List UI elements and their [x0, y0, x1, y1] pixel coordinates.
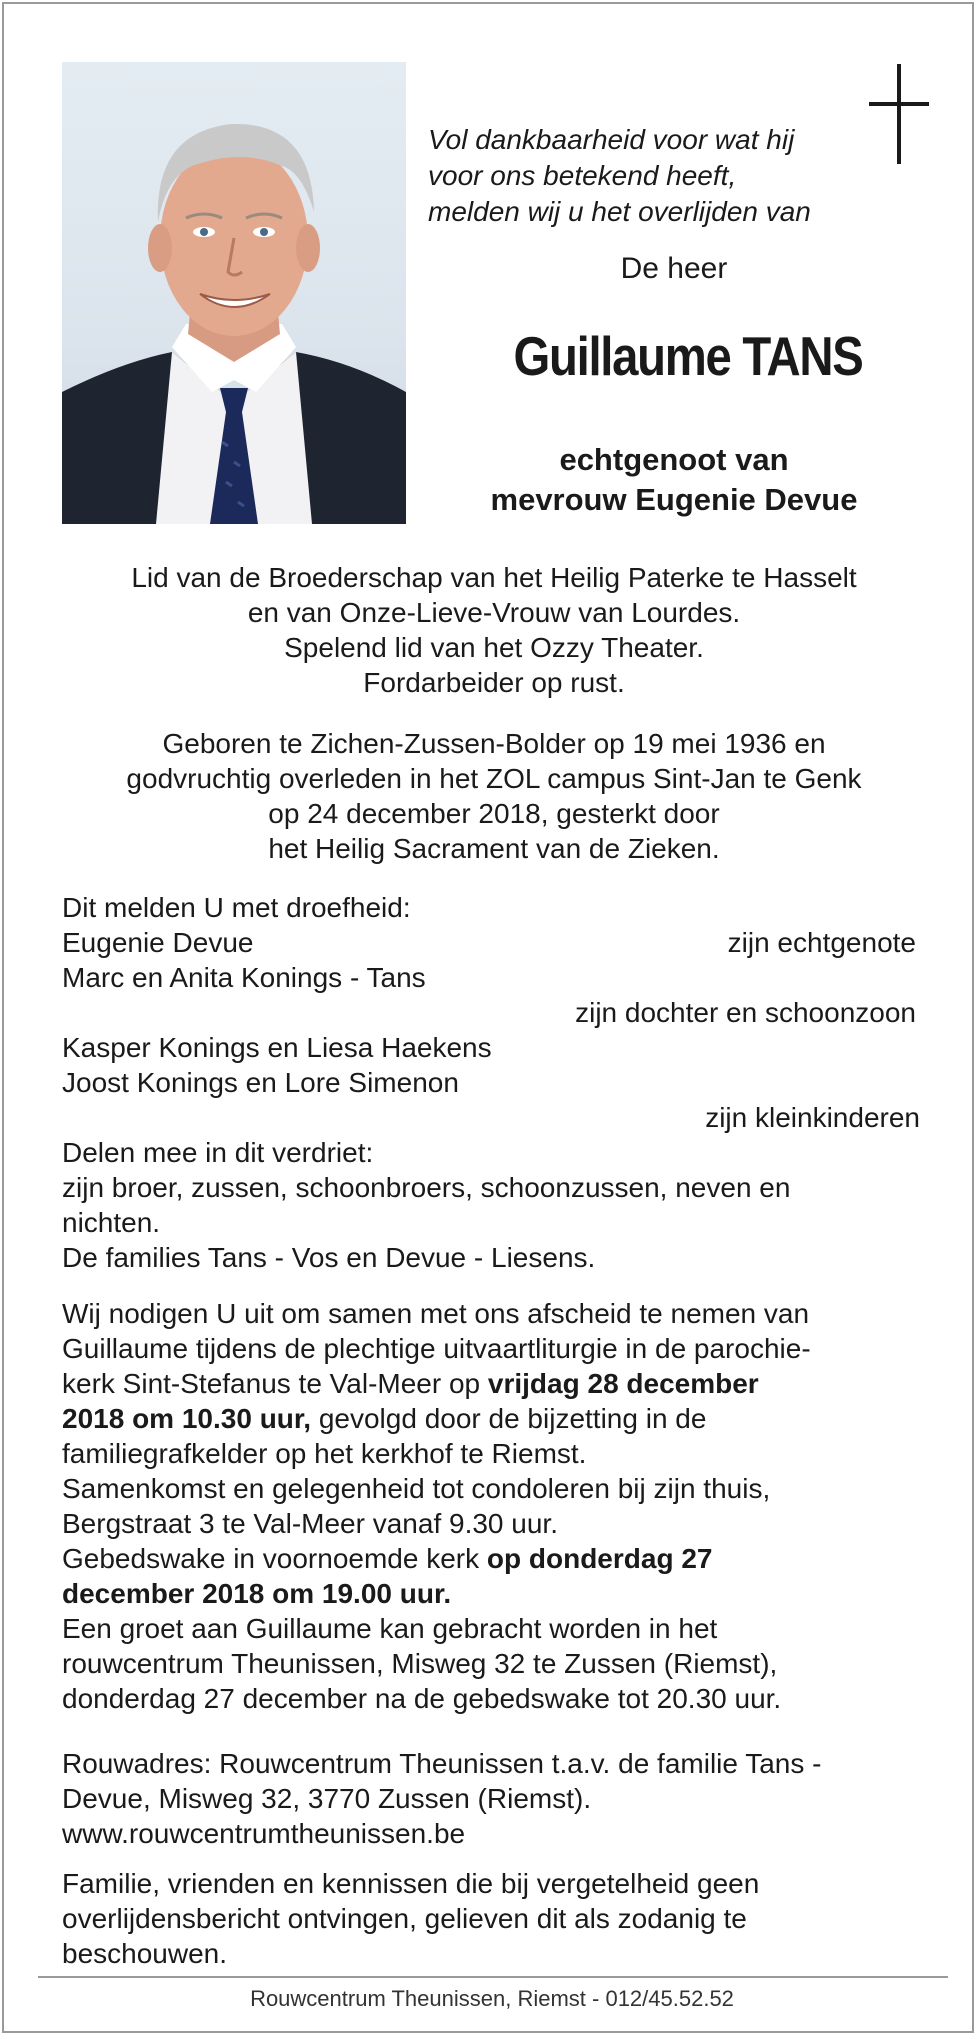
- honorific: De heer: [620, 252, 728, 285]
- birth-death-line: het Heilig Sacrament van de Zieken.: [268, 833, 720, 864]
- membership-line: en van Onze-Lieve-Vrouw van Lourdes.: [247, 597, 741, 628]
- birth-death-line: Geboren te Zichen-Zussen-Bolder op 19 mei 1936 en: [162, 728, 826, 759]
- service-block: [62, 1296, 924, 1716]
- service-text: kerk Sint-Stefanus te Val-Meer op: [62, 1368, 488, 1399]
- address-line: Rouwadres: Rouwcentrum Theunissen t.a.v. de familie Tans -: [62, 1748, 822, 1779]
- spouse-line-2: mevrouw Eugenie Devue: [490, 482, 858, 517]
- service-line: Guillaume tijdens de plechtige uitvaartliturgie in de parochie-: [62, 1333, 811, 1364]
- mourner-name: Joost Konings en Lore Simenon: [62, 1067, 459, 1098]
- deceased-name: Guillaume TANS: [513, 325, 863, 387]
- mourner-row: [62, 925, 924, 960]
- mourner-relation: zijn echtgenote: [727, 927, 916, 958]
- closing-line: overlijdensbericht ontvingen, gelieven dit als zodanig te: [62, 1903, 747, 1934]
- share-heading: Delen mee in dit verdriet:: [62, 1137, 374, 1168]
- share-line: zijn broer, zussen, schoonbroers, schoonzussen, neven en: [62, 1172, 791, 1203]
- service-line: [62, 1401, 924, 1436]
- address-line: Devue, Misweg 32, 3770 Zussen (Riemst).: [62, 1783, 592, 1814]
- portrait-photo: [62, 62, 406, 524]
- service-line: Samenkomst en gelegenheid tot condoleren bij zijn thuis,: [62, 1473, 771, 1504]
- share-line: De families Tans - Vos en Devue - Liesens.: [62, 1242, 596, 1273]
- intro-line: voor ons betekend heeft,: [428, 160, 737, 191]
- spouse-line: [434, 440, 914, 520]
- service-line: familiegrafkelder op het kerkhof te Riemst.: [62, 1438, 587, 1469]
- membership-line: Lid van de Broederschap van het Heilig Paterke te Hasselt: [131, 562, 857, 593]
- membership-line: Spelend lid van het Ozzy Theater.: [284, 632, 704, 663]
- birth-death-line: godvruchtig overleden in het ZOL campus Sint-Jan te Genk: [126, 763, 862, 794]
- birth-death-line: op 24 december 2018, gesterkt door: [268, 798, 720, 829]
- mourner-name: Marc en Anita Konings - Tans: [62, 962, 426, 993]
- service-line: [62, 1366, 924, 1401]
- membership-line: Fordarbeider op rust.: [363, 667, 625, 698]
- service-line: Bergstraat 3 te Val-Meer vanaf 9.30 uur.: [62, 1508, 558, 1539]
- vigil-date: op donderdag 27: [486, 1543, 713, 1574]
- intro-text: [428, 122, 888, 230]
- funeral-date: vrijdag 28 december: [487, 1368, 759, 1399]
- birth-death-block: [44, 726, 944, 866]
- membership-block: [44, 560, 944, 700]
- funeral-time: 2018 om 10.30 uur,: [62, 1403, 312, 1434]
- service-text: gevolgd door de bijzetting in de: [311, 1403, 707, 1434]
- service-line: Wij nodigen U uit om samen met ons afscheid te nemen van: [62, 1298, 810, 1329]
- mourner-relation: zijn kleinkinderen: [705, 1102, 920, 1133]
- website-link[interactable]: www.rouwcentrumtheunissen.be: [62, 1818, 466, 1849]
- service-line: donderdag 27 december na de gebedswake tot 20.30 uur.: [62, 1683, 782, 1714]
- address-block: [62, 1746, 924, 1851]
- service-text: Gebedswake in voornoemde kerk: [62, 1543, 487, 1574]
- closing-block: [62, 1866, 924, 1971]
- vigil-time: december 2018 om 19.00 uur.: [62, 1578, 452, 1609]
- mourner-relation: zijn dochter en schoonzoon: [575, 997, 916, 1028]
- mourner-name: Kasper Konings en Liesa Haekens: [62, 1032, 492, 1063]
- closing-line: Familie, vrienden en kennissen die bij vergetelheid geen: [62, 1868, 760, 1899]
- death-notice-card: [2, 2, 974, 2033]
- closing-line: beschouwen.: [62, 1938, 228, 1969]
- footer-text: Rouwcentrum Theunissen, Riemst - 012/45.52.52: [250, 1986, 734, 2011]
- service-line: rouwcentrum Theunissen, Misweg 32 te Zussen (Riemst),: [62, 1648, 778, 1679]
- service-line: Een groet aan Guillaume kan gebracht worden in het: [62, 1613, 718, 1644]
- mourners-block: [62, 890, 924, 1275]
- footer-divider: [38, 1976, 948, 1978]
- mourner-name: Eugenie Devue: [62, 927, 254, 958]
- intro-line: melden wij u het overlijden van: [428, 196, 811, 227]
- service-line: [62, 1541, 924, 1576]
- service-line: [62, 1576, 924, 1611]
- intro-line: Vol dankbaarheid voor wat hij: [428, 124, 795, 155]
- spouse-line-1: echtgenoot van: [559, 442, 789, 477]
- mourners-heading: Dit melden U met droefheid:: [62, 892, 411, 923]
- share-line: nichten.: [62, 1207, 161, 1238]
